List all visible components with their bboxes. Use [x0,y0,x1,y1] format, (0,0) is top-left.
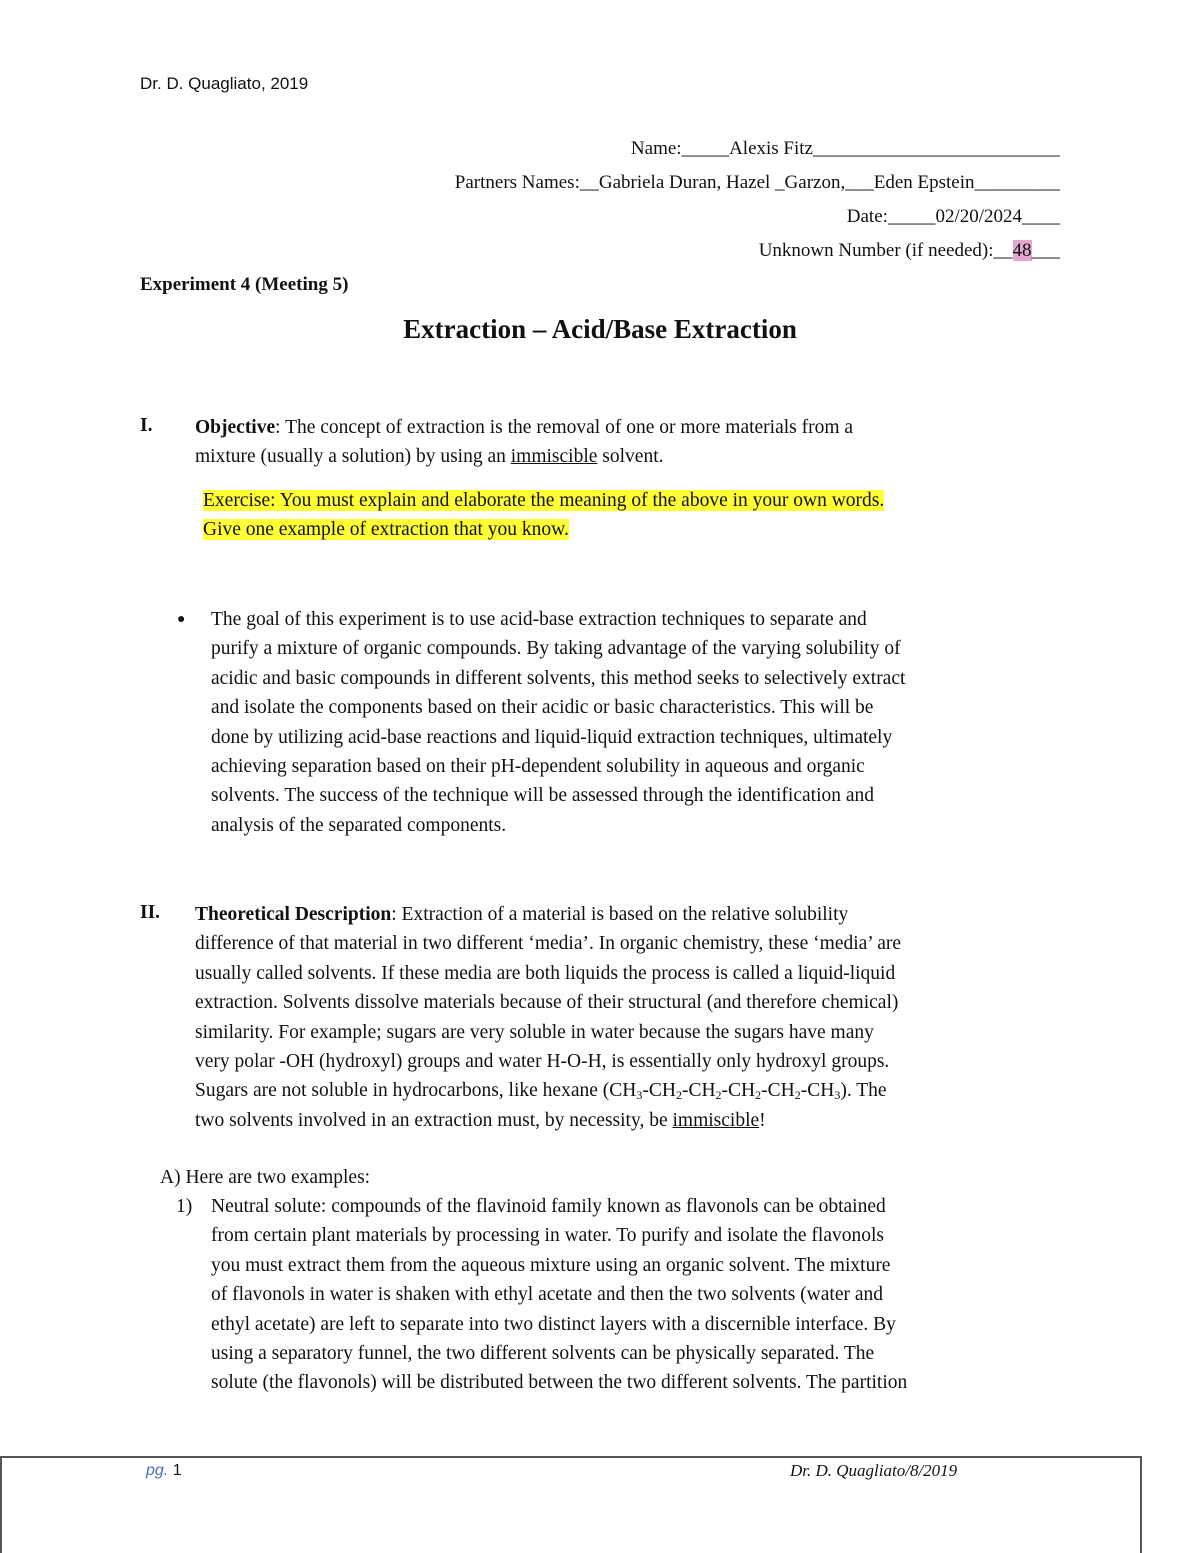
date-value: _____02/20/2024____ [887,206,1060,227]
unknown-value: 48 [1012,240,1032,261]
neutral-solute-line: you must extract them from the aqueous mixture using an organic solvent. The mixture [211,1254,891,1276]
neutral-solute-line: ethyl acetate) are left to separate into two distinct layers with a discernible interface. By [211,1313,896,1335]
ch2-a: -CH [642,1080,676,1102]
list-1-number: 1) [176,1196,193,1217]
name-field [631,138,1060,160]
sub-2-c: 2 [755,1088,762,1103]
section-1-number: I. [140,415,153,436]
sub-2-b: 2 [715,1088,722,1103]
objective-text-b-end: solvent. [597,446,664,468]
objective-text-b: mixture (usually a solution) by using an [195,446,511,468]
section-1-heading: Objective [195,417,276,438]
theory-lines [195,929,1095,1076]
bullet-line: and isolate the components based on their acidic or basic characteristics. This will be [211,697,874,719]
sub-2-a: 2 [675,1088,682,1103]
hexane-text-a: Sugars are not soluble in hydrocarbons, like hexane (CH [195,1080,637,1102]
bullet-line: The goal of this experiment is to use acid-base extraction techniques to separate and [211,609,867,630]
hexane-line [195,1076,1095,1105]
neutral-solute-line: Neutral solute: compounds of the flavinoid family known as flavonols can be obtained [211,1196,886,1217]
theory-line: very polar -OH (hydroxyl) groups and water H-O-H, is essentially only hydroxyl groups. [195,1051,890,1073]
exercise-line-1: Exercise: You must explain and elaborate the meaning of the above in your own words. [203,490,885,511]
bullet-line: achieving separation based on their pH-dependent solubility in aqueous and organic [211,756,865,778]
ch2-d: -CH [761,1080,795,1102]
unknown-blank-post: ___ [1031,240,1060,261]
page-number [146,1462,182,1480]
neutral-solute-paragraph [211,1192,1091,1398]
theory-line: extraction. Solvents dissolve materials because of their structural (and therefore chemical) [195,992,899,1014]
last-line-end: ! [759,1109,766,1131]
bullet-line: acidic and basic compounds in different solvents, this method seeks to selectively extract [211,667,906,689]
experiment-label: Experiment 4 (Meeting 5) [140,274,349,295]
theory-line: similarity. For example; sugars are very soluble in water because the sugars have many [195,1021,874,1043]
date-field [847,206,1060,228]
document-header: Dr. D. Quagliato, 2019 [140,74,309,93]
exercise-box [203,486,1083,545]
document-title: Extraction – Acid/Base Extraction [403,314,797,344]
bullet-line: solvents. The success of the technique will be assessed through the identification and [211,785,875,807]
bullet-line: analysis of the separated components. [211,814,507,836]
footer-left-border [0,1456,2,1553]
bullet-line: purify a mixture of organic compounds. By taking advantage of the varying solubility of [211,638,901,660]
neutral-solute-line: solute (the flavonols) will be distributed between the two different solvents. The partition [211,1372,908,1394]
last-line-text: two solvents involved in an extraction must, by necessity, be [195,1109,673,1131]
ch3-end: -CH [800,1080,835,1102]
unknown-blank-pre: __ [993,240,1013,261]
date-label: Date: [846,206,888,227]
sub-3-end: 3 [834,1088,841,1103]
partners-label: Partners Names: [454,172,580,193]
unknown-label: Unknown Number (if needed): [758,240,994,261]
theory-line: usually called solvents. If these media are both liquids the process is called a liquid-liquid [195,962,896,984]
section-2-heading: Theoretical Description [195,904,392,925]
immiscible-line [195,1106,1095,1135]
immiscible-term: immiscible [510,446,598,468]
neutral-solute-line: from certain plant materials by processing in water. To purify and isolate the flavonols [211,1225,885,1247]
name-label: Name: [630,138,682,159]
section-2-number: II. [140,902,161,923]
bullet-line: done by utilizing acid-base reactions and liquid-liquid extraction techniques, ultimately [211,726,893,748]
footer-rule [0,1456,1142,1458]
bullet-icon: ● [177,612,186,627]
goal-bullet-paragraph [211,605,1091,840]
list-a-item: A) Here are two examples: [160,1167,371,1188]
name-blank-post: __________________________ [813,138,1060,159]
sub-3: 3 [636,1088,643,1103]
immiscible-term-2: immiscible [672,1109,760,1131]
footer-right-border [1140,1456,1142,1553]
ch2-b: -CH [681,1080,716,1102]
objective-text-a: : The concept of extraction is the removal of one or more materials from a [275,417,854,438]
exercise-line-2: Give one example of extraction that you know. [203,519,569,541]
section-1-objective [195,413,1075,472]
footer-author: Dr. D. Quagliato/8/2019 [790,1461,958,1480]
page-label: pg. [146,1462,169,1479]
section-2-theory [195,900,1095,1135]
name-value: Alexis Fitz [729,138,813,159]
theory-line: difference of that material in two different ‘media’. In organic chemistry, these ‘media’ are [195,933,902,955]
neutral-solute-line: using a separatory funnel, the two different solvents can be physically separated. The [211,1343,875,1365]
unknown-number-field [759,240,1060,262]
name-blank-pre: _____ [681,138,730,159]
page-number-value: 1 [172,1462,182,1479]
ch2-c: -CH [721,1080,756,1102]
neutral-solute-line: of flavonols in water is shaken with ethyl acetate and then the two solvents (water and [211,1284,884,1306]
theory-line-1: : Extraction of a material is based on the relative solubility [391,904,849,925]
partners-field [455,172,1060,194]
hexane-end: ). The [840,1080,887,1102]
partners-value: __Gabriela Duran, Hazel _Garzon,___Eden Epstein_________ [579,172,1060,193]
sub-2-d: 2 [794,1088,801,1103]
